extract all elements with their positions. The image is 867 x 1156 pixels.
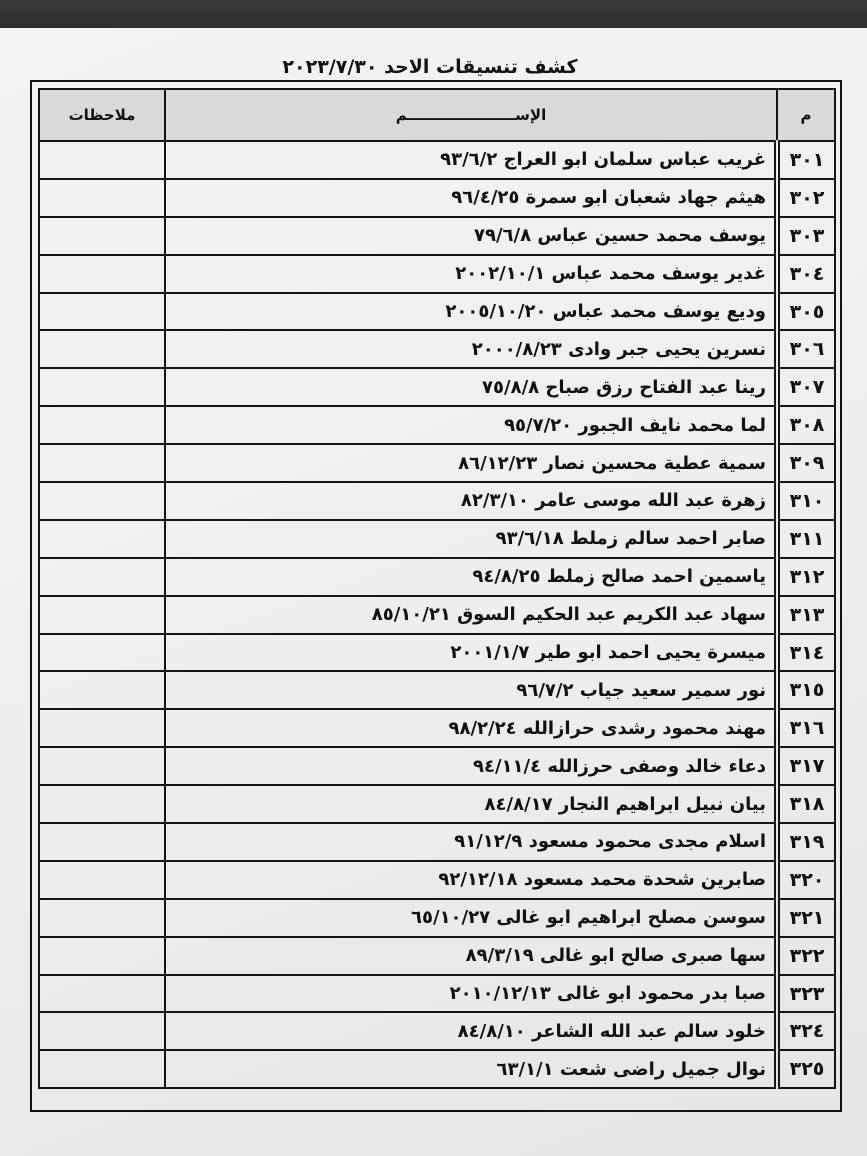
row-number: ٣١٨ xyxy=(777,785,835,823)
row-number: ٣١٤ xyxy=(777,634,835,672)
row-name: هيثم جهاد شعبان ابو سمرة ٩٦/٤/٢٥ xyxy=(165,179,777,217)
row-name: سوسن مصلح ابراهيم ابو غالى ٦٥/١٠/٢٧ xyxy=(165,899,777,937)
row-notes xyxy=(39,975,165,1013)
row-number: ٣٠٨ xyxy=(777,406,835,444)
table-row xyxy=(39,634,835,672)
header-name: الإســـــــــــــــــــــم xyxy=(165,89,777,141)
row-name: نور سمير سعيد جياب ٩٦/٧/٢ xyxy=(165,671,777,709)
row-number: ٣٢٠ xyxy=(777,861,835,899)
row-number: ٣٠٤ xyxy=(777,255,835,293)
row-name: نسرين يحيى جبر وادى ٢٠٠٠/٨/٢٣ xyxy=(165,330,777,368)
table-row xyxy=(39,293,835,331)
row-name: غريب عباس سلمان ابو العراج ٩٣/٦/٢ xyxy=(165,141,777,179)
row-name: نوال جميل راضى شعت ٦٣/١/١ xyxy=(165,1050,777,1088)
row-name: وديع يوسف محمد عباس ٢٠٠٥/١٠/٢٠ xyxy=(165,293,777,331)
row-notes xyxy=(39,141,165,179)
row-name: سها صبرى صالح ابو غالى ٨٩/٣/١٩ xyxy=(165,937,777,975)
table-row xyxy=(39,671,835,709)
row-number: ٣٠٥ xyxy=(777,293,835,331)
table-row xyxy=(39,255,835,293)
row-notes xyxy=(39,179,165,217)
row-number: ٣٠٣ xyxy=(777,217,835,255)
table-header-row xyxy=(39,89,835,141)
table-row xyxy=(39,937,835,975)
coordination-table xyxy=(38,88,836,1089)
table-row xyxy=(39,823,835,861)
table-row xyxy=(39,975,835,1013)
row-notes xyxy=(39,520,165,558)
row-name: صبا بدر محمود ابو غالى ٢٠١٠/١٢/١٣ xyxy=(165,975,777,1013)
row-notes xyxy=(39,671,165,709)
row-notes xyxy=(39,293,165,331)
table-row xyxy=(39,444,835,482)
row-notes xyxy=(39,937,165,975)
row-notes xyxy=(39,1012,165,1050)
row-notes xyxy=(39,255,165,293)
row-number: ٣٠١ xyxy=(777,141,835,179)
row-name: صابر احمد سالم زملط ٩٣/٦/١٨ xyxy=(165,520,777,558)
header-notes: ملاحظات xyxy=(39,89,165,141)
table-row xyxy=(39,747,835,785)
row-number: ٣٢٤ xyxy=(777,1012,835,1050)
row-notes xyxy=(39,747,165,785)
row-number: ٣٠٦ xyxy=(777,330,835,368)
row-notes xyxy=(39,482,165,520)
table-row xyxy=(39,141,835,179)
row-name: لما محمد نايف الجبور ٩٥/٧/٢٠ xyxy=(165,406,777,444)
row-number: ٣٢١ xyxy=(777,899,835,937)
table-row xyxy=(39,899,835,937)
row-notes xyxy=(39,217,165,255)
table-row xyxy=(39,217,835,255)
row-number: ٣١٣ xyxy=(777,596,835,634)
row-notes xyxy=(39,406,165,444)
row-number: ٣١١ xyxy=(777,520,835,558)
row-notes xyxy=(39,444,165,482)
row-notes xyxy=(39,558,165,596)
row-number: ٣٢٥ xyxy=(777,1050,835,1088)
row-number: ٣٢٢ xyxy=(777,937,835,975)
row-notes xyxy=(39,368,165,406)
table-row xyxy=(39,558,835,596)
table-row xyxy=(39,406,835,444)
row-number: ٣١٦ xyxy=(777,709,835,747)
row-number: ٣٠٢ xyxy=(777,179,835,217)
table-row xyxy=(39,1050,835,1088)
table-row xyxy=(39,861,835,899)
table-row xyxy=(39,1012,835,1050)
row-number: ٣١٧ xyxy=(777,747,835,785)
row-name: يوسف محمد حسين عباس ٧٩/٦/٨ xyxy=(165,217,777,255)
table-row xyxy=(39,785,835,823)
table-row xyxy=(39,368,835,406)
row-name: زهرة عبد الله موسى عامر ٨٢/٣/١٠ xyxy=(165,482,777,520)
row-name: ميسرة يحيى احمد ابو طير ٢٠٠١/١/٧ xyxy=(165,634,777,672)
row-notes xyxy=(39,823,165,861)
row-notes xyxy=(39,1050,165,1088)
row-notes xyxy=(39,709,165,747)
table-body xyxy=(39,141,835,1088)
table-row xyxy=(39,520,835,558)
row-number: ٣١٩ xyxy=(777,823,835,861)
row-name: بيان نبيل ابراهيم النجار ٨٤/٨/١٧ xyxy=(165,785,777,823)
row-number: ٣١٠ xyxy=(777,482,835,520)
table-row xyxy=(39,179,835,217)
row-name: ياسمين احمد صالح زملط ٩٤/٨/٢٥ xyxy=(165,558,777,596)
row-name: سمية عطية محسين نصار ٨٦/١٢/٢٣ xyxy=(165,444,777,482)
row-notes xyxy=(39,330,165,368)
row-name: مهند محمود رشدى حرازالله ٩٨/٢/٢٤ xyxy=(165,709,777,747)
row-name: خلود سالم عبد الله الشاعر ٨٤/٨/١٠ xyxy=(165,1012,777,1050)
row-notes xyxy=(39,899,165,937)
row-name: غدير يوسف محمد عباس ٢٠٠٢/١٠/١ xyxy=(165,255,777,293)
row-number: ٣٠٩ xyxy=(777,444,835,482)
row-name: دعاء خالد وصفى حرزالله ٩٤/١١/٤ xyxy=(165,747,777,785)
table-row xyxy=(39,330,835,368)
header-number: م xyxy=(777,89,835,141)
row-notes xyxy=(39,596,165,634)
row-name: اسلام مجدى محمود مسعود ٩١/١٢/٩ xyxy=(165,823,777,861)
table-row xyxy=(39,709,835,747)
row-notes xyxy=(39,861,165,899)
row-number: ٣١٥ xyxy=(777,671,835,709)
row-name: صابرين شحدة محمد مسعود ٩٢/١٢/١٨ xyxy=(165,861,777,899)
row-number: ٣٠٧ xyxy=(777,368,835,406)
row-name: سهاد عبد الكريم عبد الحكيم السوق ٨٥/١٠/٢١ xyxy=(165,596,777,634)
table-row xyxy=(39,596,835,634)
row-number: ٣٢٣ xyxy=(777,975,835,1013)
table-row xyxy=(39,482,835,520)
row-notes xyxy=(39,634,165,672)
row-notes xyxy=(39,785,165,823)
page-title: كشف تنسيقات الاحد ٢٠٢٣/٧/٣٠ xyxy=(282,56,578,78)
row-name: رينا عبد الفتاح رزق صباح ٧٥/٨/٨ xyxy=(165,368,777,406)
row-number: ٣١٢ xyxy=(777,558,835,596)
